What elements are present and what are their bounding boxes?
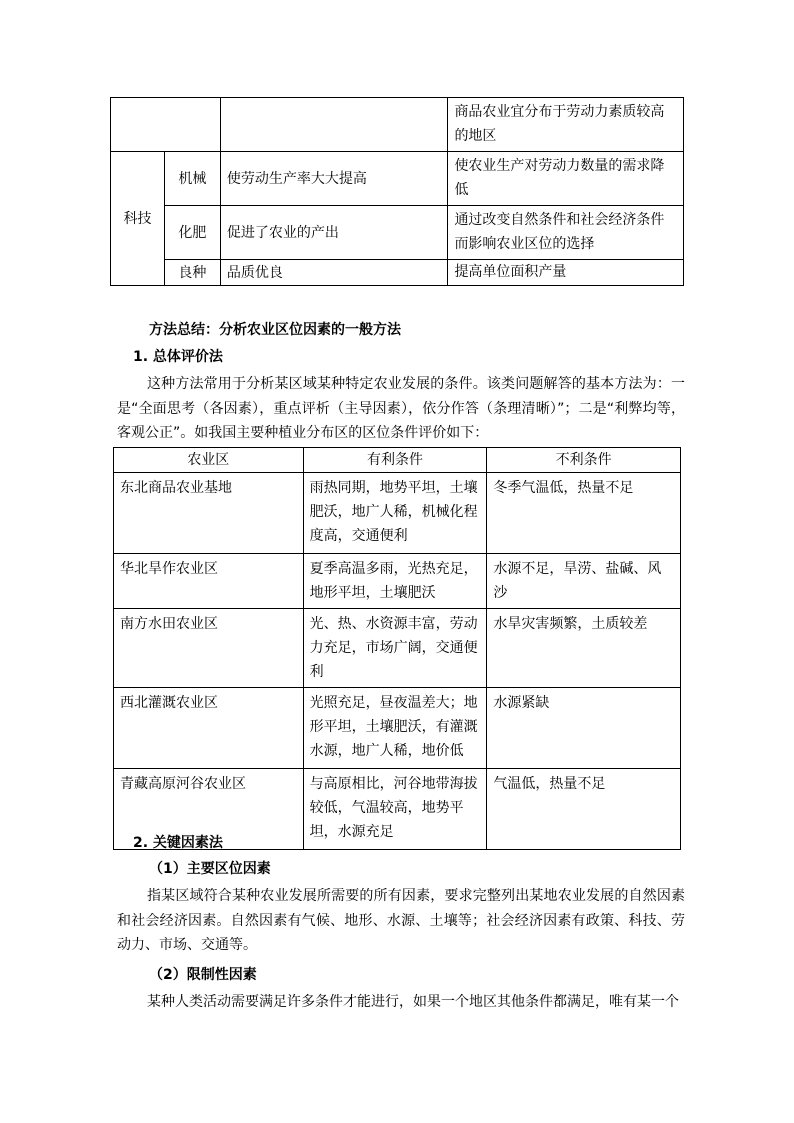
table-header-row [114,448,681,473]
table-cell-sub: 化肥 [164,206,220,260]
table-cell-impact: 提高单位面积产量 [448,260,684,286]
column-header: 农业区 [114,448,304,473]
table-row [114,609,681,688]
column-header: 不利条件 [487,448,681,473]
table-cell-effect: 使劳动生产率大大提高 [220,152,448,206]
method2-title: 2. 关键因素法 [133,835,223,851]
table-cell-effect: 品质优良 [220,260,448,286]
method1-paragraph: 这种方法常用于分析某区域某种特定农业发展的条件。该类问题解答的基本方法为：一是“全面思考（各因素），重点评析（主导因素），依分作答（条理清晰）”；二是“利弊均等，客观公正”。如我国主要种植业分布区的区位条件评价如下： [117,376,685,441]
table-row [111,206,684,260]
main-factors-paragraph: 指某区域符合某种农业发展所需要的所有因素，要求完整列出某地农业发展的自然因素和社会经济因素。自然因素有气候、地形、水源、土壤等；社会经济因素有政策、科技、劳动力、市场、交通等。 [117,888,685,953]
method1-title: 1. 总体评价法 [133,349,223,365]
table-cell-cons: 冬季气温低，热量不足 [487,473,681,554]
table-cell-impact: 商品农业宜分布于劳动力素质较高的地区 [448,98,684,152]
table-row [111,152,684,206]
table-cell-cons: 水旱灾害频繁，土质较差 [487,609,681,688]
agriculture-regions-table [113,447,681,850]
table-row [114,473,681,554]
table-cell-effect: 促进了农业的产出 [220,206,448,260]
sub-heading-limiting-factors: （2）限制性因素 [149,967,257,983]
table-cell-pros: 夏季高温多雨，光热充足，地形平坦，土壤肥沃 [303,554,487,609]
sub-heading-main-factors: （1）主要区位因素 [149,861,271,877]
technology-factors-table [110,97,684,286]
table-cell-empty [111,98,221,152]
table-cell-sub: 机械 [164,152,220,206]
table-cell-region: 东北商品农业基地 [114,473,304,554]
table-cell-region: 华北旱作农业区 [114,554,304,609]
section-title: 方法总结：分析农业区位因素的一般方法 [149,322,401,338]
table-cell-pros: 光照充足，昼夜温差大；地形平坦，土壤肥沃，有灌溉水源，地广人稀，地价低 [303,688,487,769]
table-cell-region: 青藏高原河谷农业区 [114,769,304,850]
table-row [111,98,684,152]
table-cell-pros: 光、热、水资源丰富，劳动力充足，市场广阔，交通便利 [303,609,487,688]
table-cell-pros: 与高原相比，河谷地带海拔较低，气温较高，地势平坦，水源充足 [303,769,487,850]
table-cell-cons: 水源紧缺 [487,688,681,769]
table-cell-region: 南方水田农业区 [114,609,304,688]
table-row [111,260,684,286]
table-cell-cons: 气温低，热量不足 [487,769,681,850]
table-cell-sub: 良种 [164,260,220,286]
table-cell-impact: 通过改变自然条件和社会经济条件而影响农业区位的选择 [448,206,684,260]
table-cell-group: 科技 [111,152,165,286]
limiting-factors-paragraph: 某种人类活动需要满足许多条件才能进行，如果一个地区其他条件都满足，唯有某一个 [147,994,679,1010]
table-cell-empty [220,98,448,152]
column-header: 有利条件 [303,448,487,473]
table-cell-region: 西北灌溉农业区 [114,688,304,769]
table-cell-cons: 水源不足，旱涝、盐碱、风沙 [487,554,681,609]
table-cell-pros: 雨热同期，地势平坦，土壤肥沃，地广人稀，机械化程度高，交通便利 [303,473,487,554]
table-row [114,554,681,609]
table-cell-impact: 使农业生产对劳动力数量的需求降低 [448,152,684,206]
table-row [114,688,681,769]
